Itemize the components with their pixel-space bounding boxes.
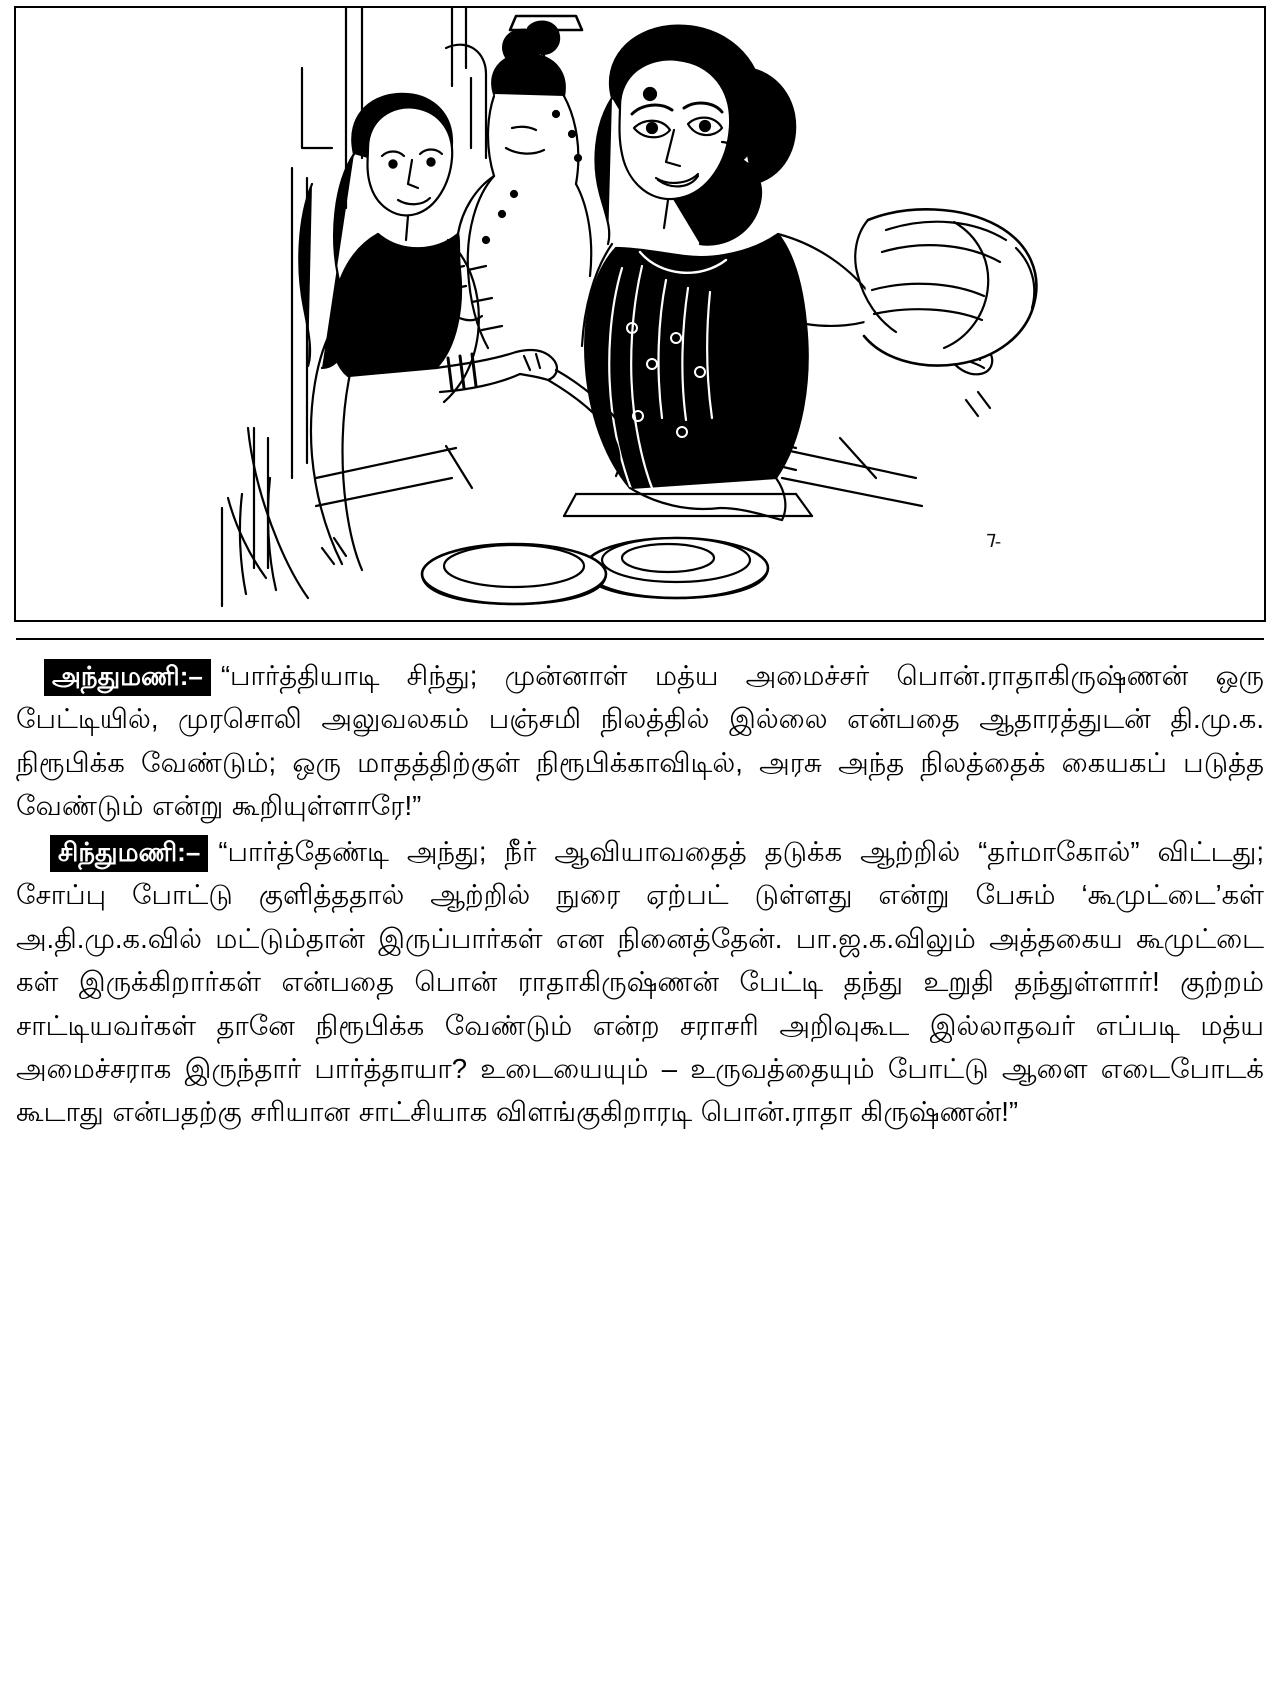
dialogue-block-1 bbox=[16, 654, 1264, 828]
illustration-panel bbox=[14, 6, 1266, 622]
artist-signature: ᒣ- bbox=[983, 531, 1002, 551]
speaker-label-sinthumani: சிந்துமணி:– bbox=[50, 835, 208, 872]
dialogue-text-1: “பார்த்தியாடி சிந்து; முன்னாள் மத்ய அமைச்சர் பொன்.ராதாகிருஷ்ணன் ஒரு பேட்டியில், முரசொலி அலுவலகம் பஞ்சமி நிலத்தில் இல்லை என்பதை ஆதாரத்துடன் தி.மு.க. நிரூபிக்க வேண்டும்; ஒரு மாதத்திற்குள் நிரூபிக்காவிடில், அரசு அந்த நிலத்தைக் கையகப் படுத்த வேண்டும் என்று கூறியுள்ளாரே!” bbox=[16, 660, 1264, 822]
speaker-label-anthumani: அந்துமணி:– bbox=[44, 659, 211, 696]
dialogue-block-2 bbox=[16, 830, 1264, 1134]
dialogue-text-2: “பார்த்தேண்டி அந்து; நீர் ஆவியாவதைத் தடுக்க ஆற்றில் “தர்மாகோல்” விட்டது; சோப்பு போட்டு குளித்ததால் ஆற்றில் நுரை ஏற்பட் டுள்ளது என்று பேசும் ‘கூமுட்டை’கள் அ.தி.மு.க.வில் மட்டும்தான் இருப்பார்கள் என நினைத்தேன். பா.ஜ.க.விலும் அத்தகைய கூமுட்டை கள் இருக்கிறார்கள் என்பதை பொன் ராதாகிருஷ்ணன் பேட்டி தந்து உறுதி தந்துள்ளார்! குற்றம் சாட்டியவர்கள் தானே நிரூபிக்க வேண்டும் என்ற சராசரி அறிவுகூட இல்லாதவர் எப்படி மத்ய அமைச்சராக இருந்தார் பார்த்தாயா? உடையையும் – உருவத்தையும் போட்டு ஆளை எடைபோடக் கூடாது என்பதற்கு சரியான சாட்சியாக விளங்குகிறாரடி பொன்.ராதா கிருஷ்ணன்!” bbox=[16, 835, 1264, 1128]
page-root bbox=[0, 6, 1280, 1702]
dialogue-paragraph-1 bbox=[16, 654, 1264, 828]
kitchen-scene-two-women-illustration bbox=[16, 8, 1264, 620]
dialogue-text-body bbox=[16, 638, 1264, 1134]
dialogue-paragraph-2 bbox=[16, 830, 1264, 1134]
